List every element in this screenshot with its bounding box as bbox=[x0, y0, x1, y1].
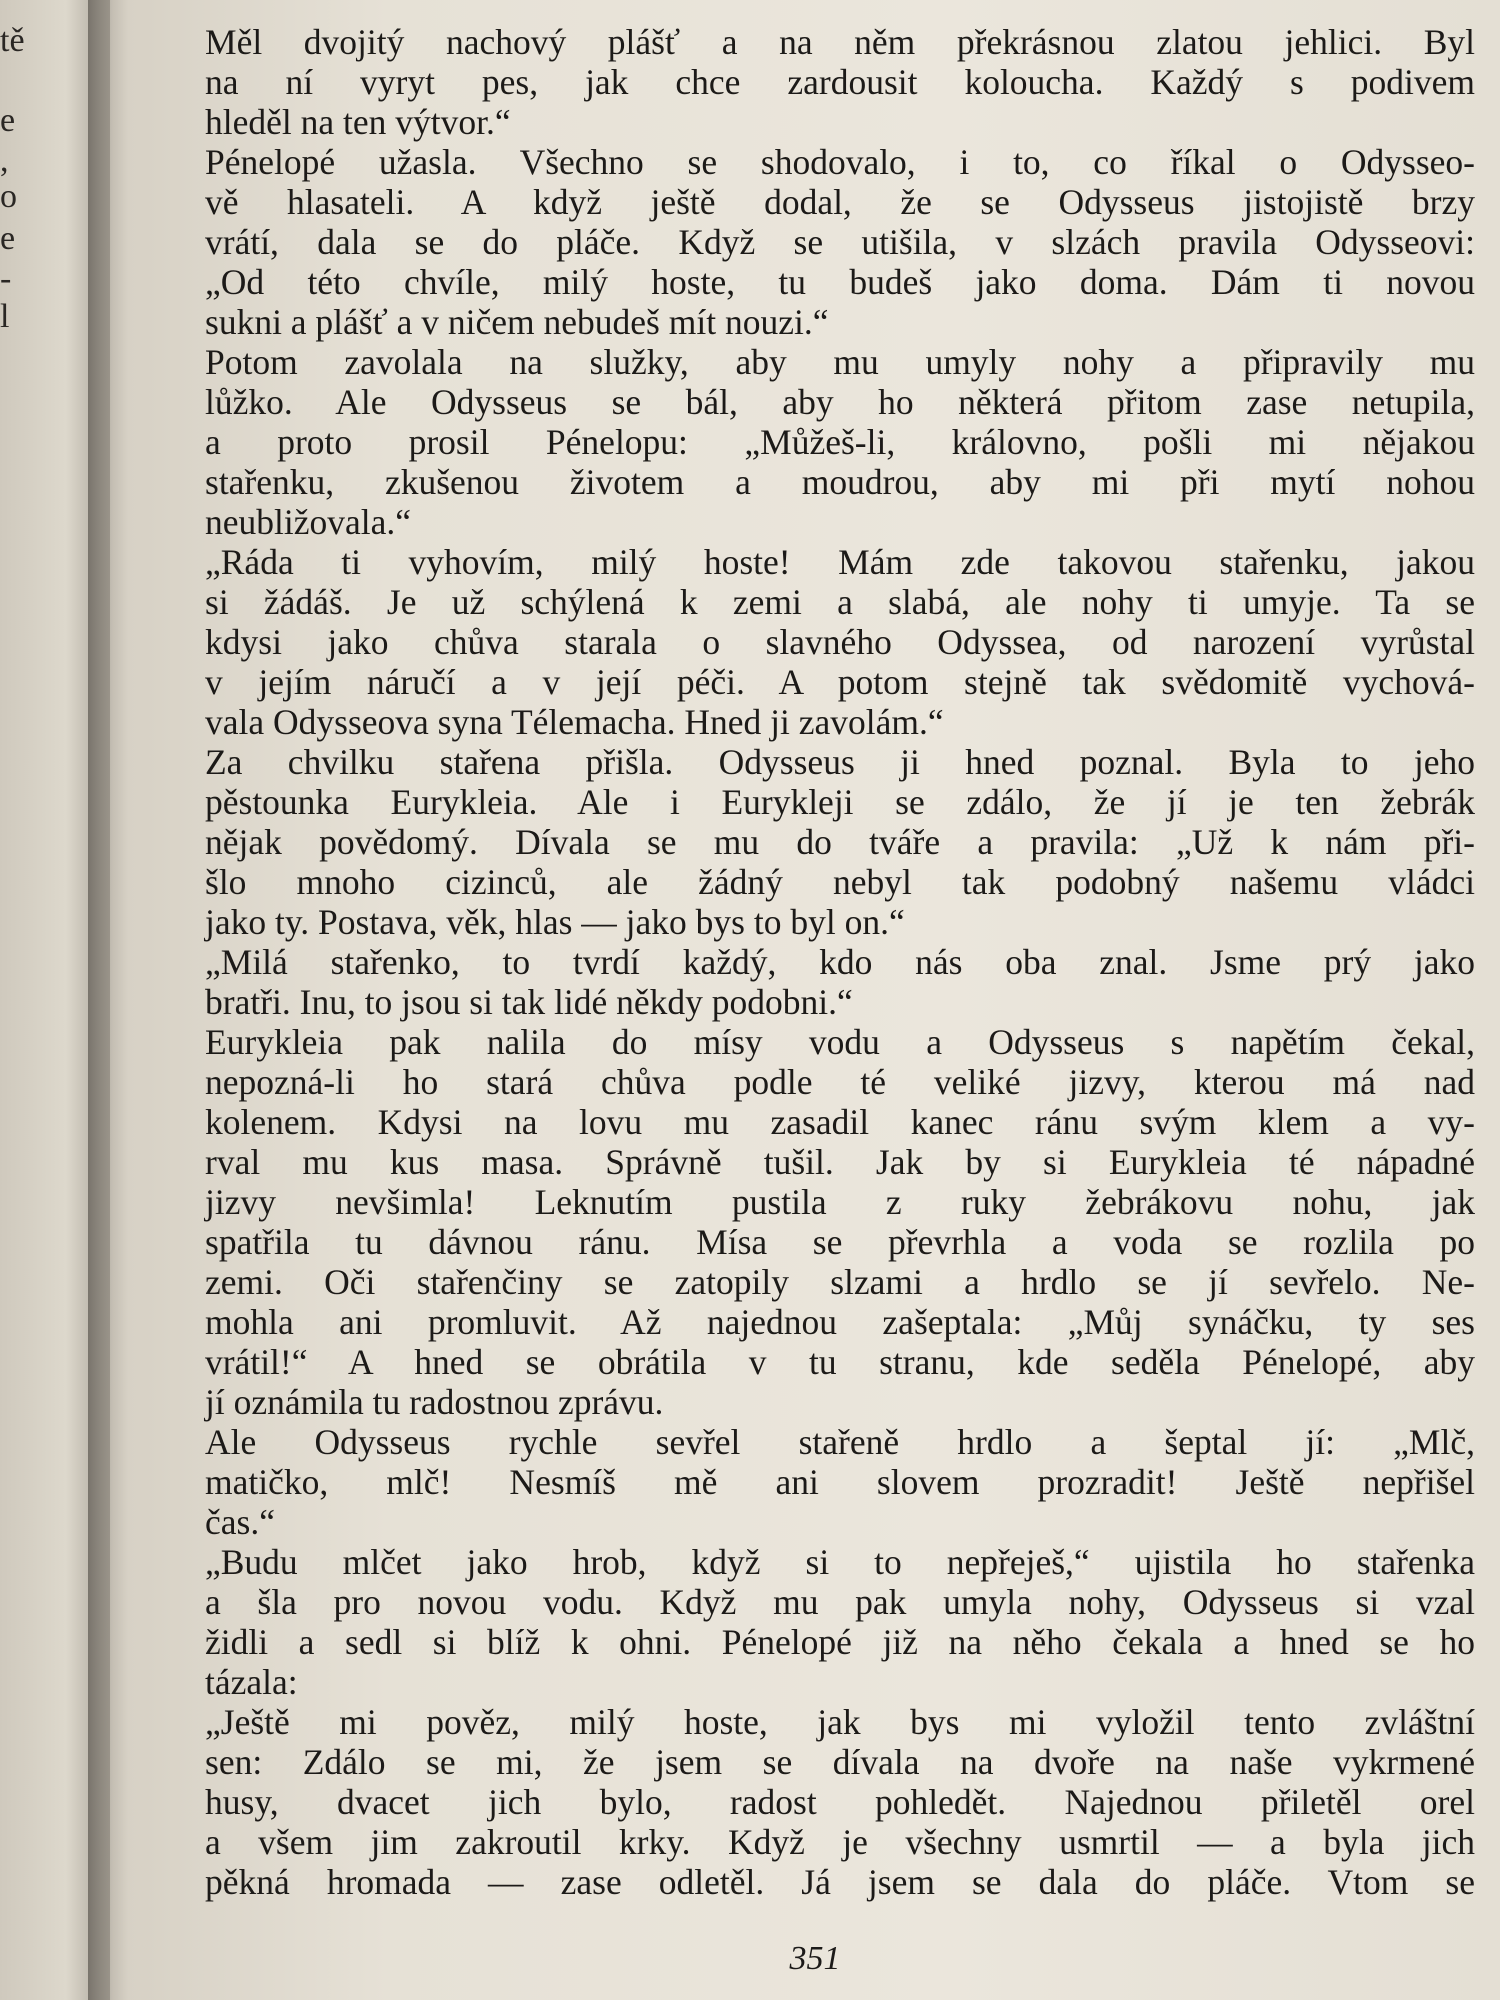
text-line: Eurykleia pak nalila do mísy vodu a Odysseus s napětím čekal, bbox=[205, 1022, 1475, 1062]
text-line: na ní vyryt pes, jak chce zardousit koloucha. Každý s podivem bbox=[205, 62, 1475, 102]
left-page-fragment: e bbox=[0, 220, 16, 257]
text-line: šlo mnoho cizinců, ale žádný nebyl tak podobný našemu vládci bbox=[205, 862, 1475, 902]
text-line: rval mu kus masa. Správně tušil. Jak by si Eurykleia té nápadné bbox=[205, 1142, 1475, 1182]
text-line: a proto prosil Pénelopu: „Můžeš-li, královno, pošli mi nějakou bbox=[205, 422, 1475, 462]
text-line: nepozná-li ho stará chůva podle té veliké jizvy, kterou má nad bbox=[205, 1062, 1475, 1102]
text-line: pěkná hromada — zase odletěl. Já jsem se dala do pláče. Vtom se bbox=[205, 1862, 1475, 1902]
text-line: si žádáš. Je už schýlená k zemi a slabá, ale nohy ti umyje. Ta se bbox=[205, 582, 1475, 622]
text-line: a šla pro novou vodu. Když mu pak umyla nohy, Odysseus si vzal bbox=[205, 1582, 1475, 1622]
left-page-fragment: o bbox=[0, 178, 17, 215]
left-page-fragment: tě bbox=[0, 22, 25, 59]
text-line: Za chvilku stařena přišla. Odysseus ji hned poznal. Byla to jeho bbox=[205, 742, 1475, 782]
text-line: jako ty. Postava, věk, hlas — jako bys to byl on.“ bbox=[205, 902, 905, 942]
text-line: jizvy nevšimla! Leknutím pustila z ruky žebrákovu nohu, jak bbox=[205, 1182, 1475, 1222]
book-gutter-shadow bbox=[88, 0, 128, 2000]
text-line: kdysi jako chůva starala o slavného Odyssea, od narození vyrůstal bbox=[205, 622, 1475, 662]
page-body-text bbox=[205, 22, 1475, 1902]
text-line: vě hlasateli. A když ještě dodal, že se Odysseus jistojistě brzy bbox=[205, 182, 1475, 222]
text-line: zemi. Oči stařenčiny se zatopily slzami a hrdlo se jí sevřelo. Ne- bbox=[205, 1262, 1475, 1302]
text-line: matičko, mlč! Nesmíš mě ani slovem prozradit! Ještě nepřišel bbox=[205, 1462, 1475, 1502]
text-line: bratři. Inu, to jsou si tak lidé někdy podobni.“ bbox=[205, 982, 853, 1022]
text-line: neubližovala.“ bbox=[205, 502, 411, 542]
text-line: Ale Odysseus rychle sevřel stařeně hrdlo a šeptal jí: „Mlč, bbox=[205, 1422, 1475, 1462]
text-line: sen: Zdálo se mi, že jsem se dívala na dvoře na naše vykrmené bbox=[205, 1742, 1475, 1782]
text-line: sukni a plášť a v ničem nebudeš mít nouzi.“ bbox=[205, 302, 829, 342]
text-line: v jejím náručí a v její péči. A potom stejně tak svědomitě vychová- bbox=[205, 662, 1475, 702]
text-line: tázala: bbox=[205, 1662, 298, 1702]
text-line: „Ráda ti vyhovím, milý hoste! Mám zde takovou stařenku, jakou bbox=[205, 542, 1475, 582]
text-line: vrátil!“ A hned se obrátila v tu stranu, kde seděla Pénelopé, aby bbox=[205, 1342, 1475, 1382]
left-page-fragment: e bbox=[0, 102, 16, 139]
text-line: Měl dvojitý nachový plášť a na něm překrásnou zlatou jehlici. Byl bbox=[205, 22, 1475, 62]
text-line: pěstounka Eurykleia. Ale i Eurykleji se zdálo, že jí je ten žebrák bbox=[205, 782, 1475, 822]
text-line: Pénelopé užasla. Všechno se shodovalo, i to, co říkal o Odysseo- bbox=[205, 142, 1475, 182]
text-line: vrátí, dala se do pláče. Když se utišila, v slzách pravila Odysseovi: bbox=[205, 222, 1475, 262]
text-line: a všem jim zakroutil krky. Když je všechny usmrtil — a byla jich bbox=[205, 1822, 1475, 1862]
text-line: jí oznámila tu radostnou zprávu. bbox=[205, 1382, 664, 1422]
left-page-fragment: l bbox=[0, 298, 10, 335]
text-line: husy, dvacet jich bylo, radost pohledět. Najednou přiletěl orel bbox=[205, 1782, 1475, 1822]
text-line: Potom zavolala na služky, aby mu umyly nohy a připravily mu bbox=[205, 342, 1475, 382]
text-line: kolenem. Kdysi na lovu mu zasadil kanec ránu svým klem a vy- bbox=[205, 1102, 1475, 1142]
text-line: spatřila tu dávnou ránu. Mísa se převrhla a voda se rozlila po bbox=[205, 1222, 1475, 1262]
page-number: 351 bbox=[789, 1940, 841, 1977]
text-line: mohla ani promluvit. Až najednou zašeptala: „Můj synáčku, ty ses bbox=[205, 1302, 1475, 1342]
text-line: „Budu mlčet jako hrob, když si to nepřeješ,“ ujistila ho stařenka bbox=[205, 1542, 1475, 1582]
text-line: „Ještě mi pověz, milý hoste, jak bys mi vyložil tento zvláštní bbox=[205, 1702, 1475, 1742]
text-line: vala Odysseova syna Télemacha. Hned ji zavolám.“ bbox=[205, 702, 944, 742]
text-line: lůžko. Ale Odysseus se bál, aby ho některá přitom zase netupila, bbox=[205, 382, 1475, 422]
left-page-fragment: - bbox=[0, 260, 12, 297]
book-page bbox=[110, 0, 1500, 2000]
text-line: nějak povědomý. Dívala se mu do tváře a pravila: „Už k nám při- bbox=[205, 822, 1475, 862]
text-line: čas.“ bbox=[205, 1502, 275, 1542]
left-page-fragment: , bbox=[0, 142, 9, 179]
text-line: hleděl na ten výtvor.“ bbox=[205, 102, 511, 142]
text-line: „Milá stařenko, to tvrdí každý, kdo nás oba znal. Jsme prý jako bbox=[205, 942, 1475, 982]
text-line: „Od této chvíle, milý hoste, tu budeš jako doma. Dám ti novou bbox=[205, 262, 1475, 302]
text-line: židli a sedl si blíž k ohni. Pénelopé již na něho čekala a hned se ho bbox=[205, 1622, 1475, 1662]
text-line: stařenku, zkušenou životem a moudrou, aby mi při mytí nohou bbox=[205, 462, 1475, 502]
